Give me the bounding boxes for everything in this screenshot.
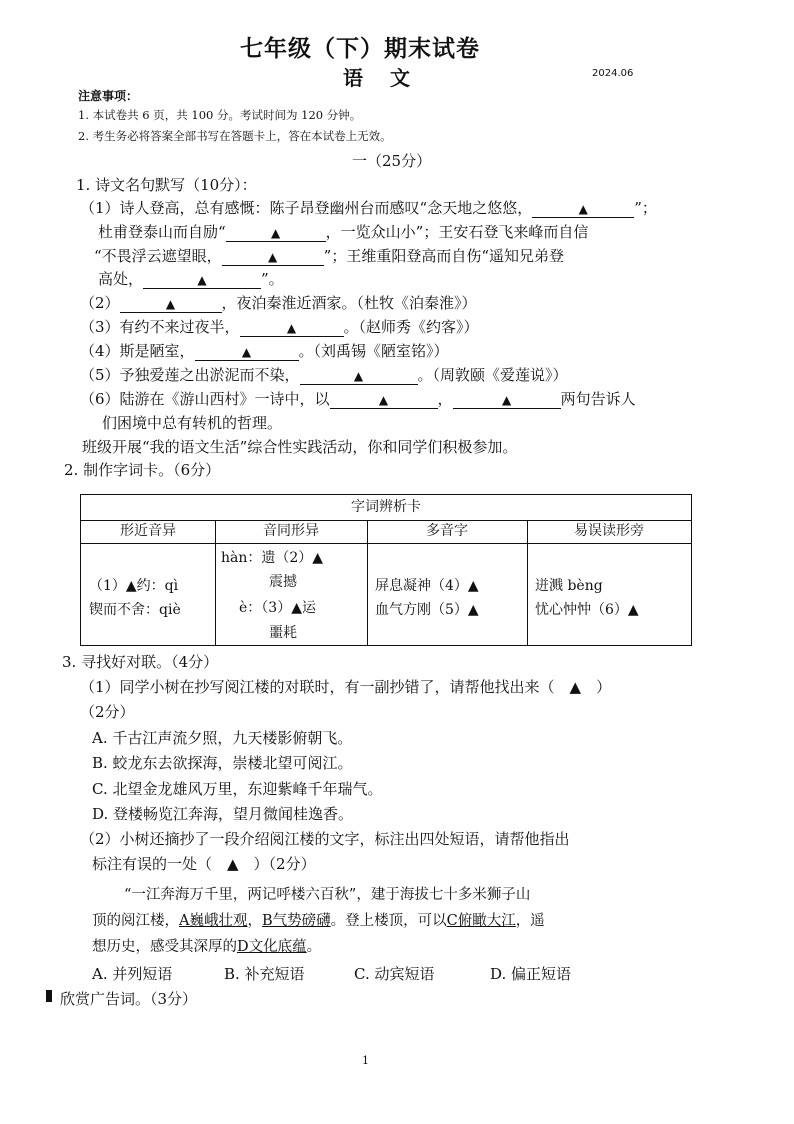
q2-title: 2. 制作字词卡。（6分） — [64, 461, 221, 479]
q1-p4: （4）斯是陋室， ▲ 。（刘禹锡《陋室铭》） — [80, 342, 449, 360]
q3-option-b[interactable]: B. 蛟龙东去欲探海，崇楼北望可阅江。 — [92, 754, 353, 772]
exam-subject: 语 文 — [343, 66, 420, 90]
answer-blank[interactable]: ▲ — [120, 294, 222, 313]
cell-col2-line2: 震撼 — [269, 574, 297, 590]
exam-title: 七年级（下）期末试卷 — [240, 35, 480, 62]
q1-p1-line-d: 高处， ▲ ”。 — [98, 270, 284, 288]
q3-answer-a[interactable]: A. 并列短语 — [92, 965, 173, 983]
col-header-4: 易误读形旁 — [527, 520, 691, 544]
q3-option-c[interactable]: C. 北望金龙雄风万里，东迎紫峰千年瑞气。 — [92, 780, 383, 798]
q1-title: 1. 诗文名句默写（10分）： — [76, 176, 257, 194]
card-title: 字词辨析卡 — [81, 495, 691, 521]
phrase-c[interactable]: C俯瞰大江 — [446, 913, 516, 929]
answer-blank[interactable]: ▲ — [143, 270, 261, 289]
col-header-3: 多音字 — [367, 520, 527, 544]
cell-col1-line1[interactable]: （1）▲约：qì — [89, 578, 179, 594]
answer-blank[interactable]: ▲ — [222, 247, 324, 266]
answer-blank[interactable]: ▲ — [453, 390, 561, 409]
section-one-label: 一（25分） — [352, 152, 432, 170]
q3-p2: （2）小树还摘抄了一段介绍阅江楼的文字，标注出四处短语，请帮他指出 — [80, 830, 570, 848]
exam-date: 2024.06 — [592, 68, 634, 79]
scan-mark — [46, 990, 52, 1002]
phrase-a[interactable]: A巍峨壮观 — [179, 913, 248, 929]
q3-answer-c[interactable]: C. 动宾短语 — [354, 965, 435, 983]
answer-blank[interactable]: ▲ — [226, 223, 326, 242]
q3-option-d[interactable]: D. 登楼畅览江奔海，望月微闻桂逸香。 — [92, 805, 354, 823]
q1-p1-line-c: “不畏浮云遮望眼， ▲ ”；王维重阳登高而自伤“遥知兄弟登 — [94, 247, 565, 265]
q1-p3: （3）有约不来过夜半， ▲ 。（赵师秀《约客》） — [80, 318, 479, 336]
divider — [367, 520, 368, 645]
answer-blank[interactable]: ▲ — [195, 342, 299, 361]
cell-col4-line1: 迸溅 bèng — [535, 578, 603, 594]
phrase-b[interactable]: B气势磅礴 — [261, 913, 331, 929]
q3-quote-line2: 顶的阅江楼，A巍峨壮观，B气势磅礴。登上楼顶，可以C俯瞰大江，遥 — [92, 913, 545, 929]
q3-quote-line3: 想历史，感受其深厚的D文化底蕴。 — [92, 939, 322, 955]
q3-p2-cont: 标注有误的一处（ ▲ ）（2分） — [92, 855, 316, 873]
cell-col3-line1[interactable]: 屏息凝神（4）▲ — [375, 578, 479, 594]
notes-item-1: 1. 本试卷共 6 页，共 100 分。考试时间为 120 分钟。 — [78, 108, 362, 122]
q4-title: 欣赏广告词。（3分） — [60, 990, 198, 1008]
notes-item-2: 2. 考生务必将答案全部书写在答题卡上，答在本试卷上无效。 — [78, 129, 392, 143]
cell-col3-line2[interactable]: 血气方刚（5）▲ — [375, 602, 479, 618]
answer-blank[interactable]: ▲ — [330, 390, 438, 409]
divider — [527, 520, 528, 645]
activity-intro: 班级开展“我的语文生活”综合性实践活动，你和同学们积极参加。 — [82, 438, 518, 456]
word-card-table — [80, 494, 692, 646]
answer-blank[interactable]: ▲ — [300, 366, 418, 385]
q1-p1-line-a: （1）诗人登高，总有感慨：陈子昂登幽州台而感叹“念天地之悠悠， ▲ ”； — [80, 199, 657, 217]
q3-p1: （1）同学小树在抄写阅江楼的对联时，有一副抄错了，请帮他找出来（ ▲ ） — [80, 678, 612, 696]
col-header-2: 音同形异 — [215, 520, 367, 544]
cell-col4-line2[interactable]: 忧心忡忡（6）▲ — [535, 602, 639, 618]
q1-p1-line-b: 杜甫登泰山而自励“ ▲ ，一览众山小”；王安石登飞来峰而自信 — [98, 223, 589, 241]
cell-col2-line3[interactable]: è：（3）▲运 — [239, 600, 316, 616]
q3-quote-line1: “一江奔海万千里，两记呼楼六百秋”，建于海拔七十多米狮子山 — [124, 887, 531, 903]
answer-blank[interactable]: ▲ — [532, 199, 634, 218]
q3-answer-b[interactable]: B. 补充短语 — [224, 965, 305, 983]
col-header-1: 形近音异 — [81, 520, 215, 544]
q3-option-a[interactable]: A. 千古江声流夕照，九天楼影俯朝飞。 — [92, 729, 353, 747]
phrase-d[interactable]: D文化底蕴 — [237, 939, 307, 955]
q3-title: 3. 寻找好对联。（4分） — [62, 653, 219, 671]
cell-col1-line2: 锲而不舍：qiè — [89, 602, 181, 618]
q1-p5: （5）予独爱莲之出淤泥而不染， ▲ 。（周敦颐《爱莲说》） — [80, 366, 568, 384]
notes-heading: 注意事项： — [78, 89, 139, 103]
q1-p6-cont: 们困境中总有转机的哲理。 — [102, 414, 283, 432]
divider — [215, 520, 216, 645]
q1-p2: （2） ▲ ，夜泊秦淮近酒家。（杜牧《泊秦淮》） — [80, 294, 477, 312]
cell-col2-line4: 噩耗 — [269, 625, 297, 641]
cell-col2-line1[interactable]: hàn：遗（2）▲ — [221, 550, 324, 566]
q3-p1-score: （2分） — [80, 703, 135, 721]
page-number: 1 — [362, 1054, 369, 1067]
q3-answer-d[interactable]: D. 偏正短语 — [490, 965, 572, 983]
answer-blank[interactable]: ▲ — [240, 318, 344, 337]
q1-p6: （6）陆游在《游山西村》一诗中，以 ▲ ， ▲ 两句告诉人 — [80, 390, 636, 408]
